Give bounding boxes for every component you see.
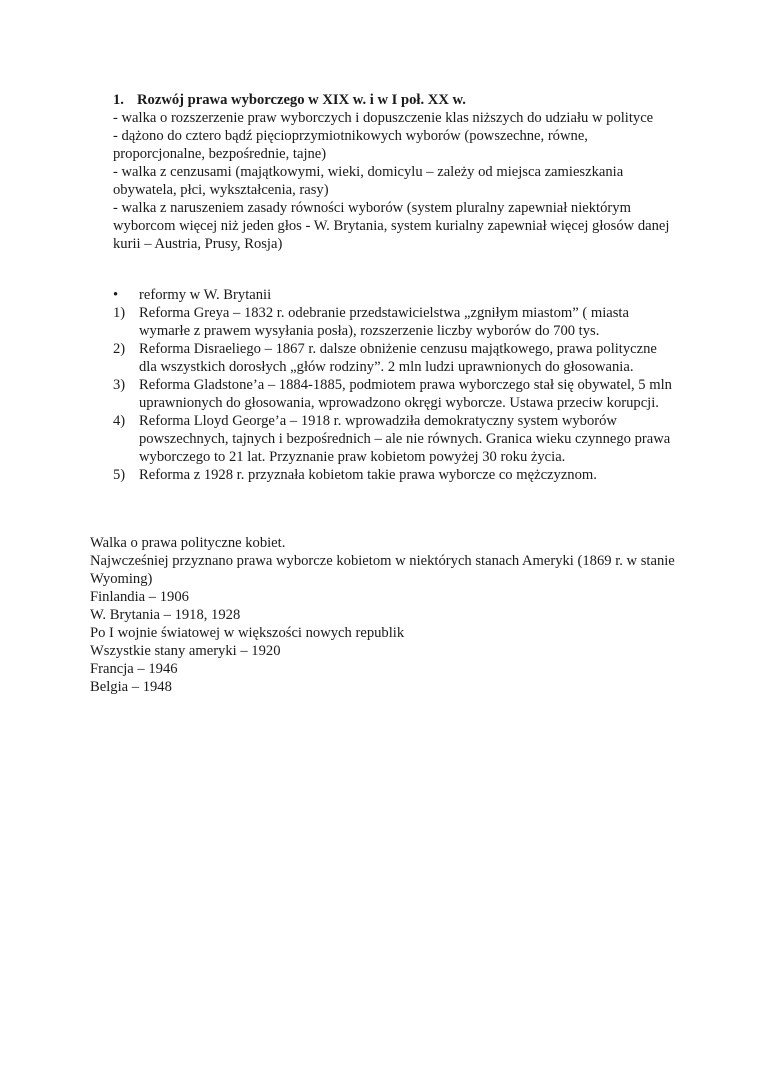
suffrage-usa: Wszystkie stany ameryki – 1920 <box>90 643 281 659</box>
women-suffrage-title: Walka o prawa polityczne kobiet. <box>90 535 286 551</box>
point-equality: - walka z naruszeniem zasady równości wyborów (system pluralny zapewniał niektórym wyborcom więcej niż jeden głos - W. Brytania, system kurialny zapewniał więcej głosów danej kurii – Austria, Prusy, Rosja) <box>113 200 670 252</box>
women-suffrage-earliest: Najwcześniej przyznano prawa wyborcze kobietom w niektórych stanach Ameryki (1869 r. w stanie Wyoming) <box>90 553 675 587</box>
section-electoral-law <box>113 91 673 253</box>
reform-text: Reforma Disraeliego – 1867 r. dalsze obniżenie cenzusu majątkowego, prawa polityczne dla wszystkich dorosłych „głów rodziny”. 2 mln ludzi uprawnionych do głosowania. <box>139 341 657 375</box>
reform-item-grey <box>113 304 673 340</box>
reform-text: Reforma Lloyd George’a – 1918 r. wprowadziła demokratyczny system wyborów powszechnych, tajnych i bezpośrednich – ale nie równych. Granica wieku czynnego prawa wyborczego to 21 lat. Przyznanie praw kobietom powyżej 30 roku życia. <box>139 413 671 465</box>
reform-item-1928 <box>113 466 673 484</box>
bullet-label: reformy w W. Brytanii <box>139 287 272 303</box>
point-extension: - walka o rozszerzenie praw wyborczych i dopuszczenie klas niższych do udziału w polityce <box>113 110 654 126</box>
section-women-suffrage <box>90 534 680 696</box>
point-adjectives: - dążono do cztero bądź pięcioprzymiotnikowych wyborów (powszechne, równe, proporcjonalne, bezpośrednie, tajne) <box>113 128 588 162</box>
suffrage-finland: Finlandia – 1906 <box>90 589 189 605</box>
bullet-item-reforms <box>113 286 673 304</box>
heading-title: Rozwój prawa wyborczego w XIX w. i w I poł. XX w. <box>137 92 466 108</box>
reform-item-gladstone <box>113 376 673 412</box>
reform-text: Reforma Greya – 1832 r. odebranie przedstawicielstwa „zgniłym miastom” ( miasta wymarłe z prawem wysyłania posła), rozszerzenie liczby wyborów do 700 tys. <box>139 305 629 339</box>
heading-number: 1. <box>113 92 124 108</box>
reform-text: Reforma Gladstone’a – 1884-1885, podmiotem prawa wyborczego stał się obywatel, 5 mln uprawnionych do głosowania, wprowadzono okręgi wyborcze. Ustawa przeciw korupcji. <box>139 377 672 411</box>
bullet-icon: • <box>113 287 119 303</box>
list-marker: 3) <box>113 377 126 393</box>
reform-text: Reforma z 1928 r. przyznała kobietom takie prawa wyborcze co mężczyznom. <box>139 467 597 483</box>
suffrage-britain: W. Brytania – 1918, 1928 <box>90 607 241 623</box>
reform-item-lloyd-george <box>113 412 673 466</box>
reforms-block <box>113 286 673 484</box>
point-census: - walka z cenzusami (majątkowymi, wieki, domicylu – zależy od miejsca zamieszkania obywatela, płci, wykształcenia, rasy) <box>113 164 624 198</box>
suffrage-france: Francja – 1946 <box>90 661 178 677</box>
reforms-list <box>113 304 673 484</box>
list-marker: 4) <box>113 413 126 429</box>
list-marker: 1) <box>113 305 126 321</box>
list-marker: 5) <box>113 467 126 483</box>
suffrage-belgium: Belgia – 1948 <box>90 679 172 695</box>
reform-item-disraeli <box>113 340 673 376</box>
suffrage-after-ww1: Po I wojnie światowej w większości nowych republik <box>90 625 405 641</box>
list-marker: 2) <box>113 341 126 357</box>
section-heading <box>113 91 673 109</box>
